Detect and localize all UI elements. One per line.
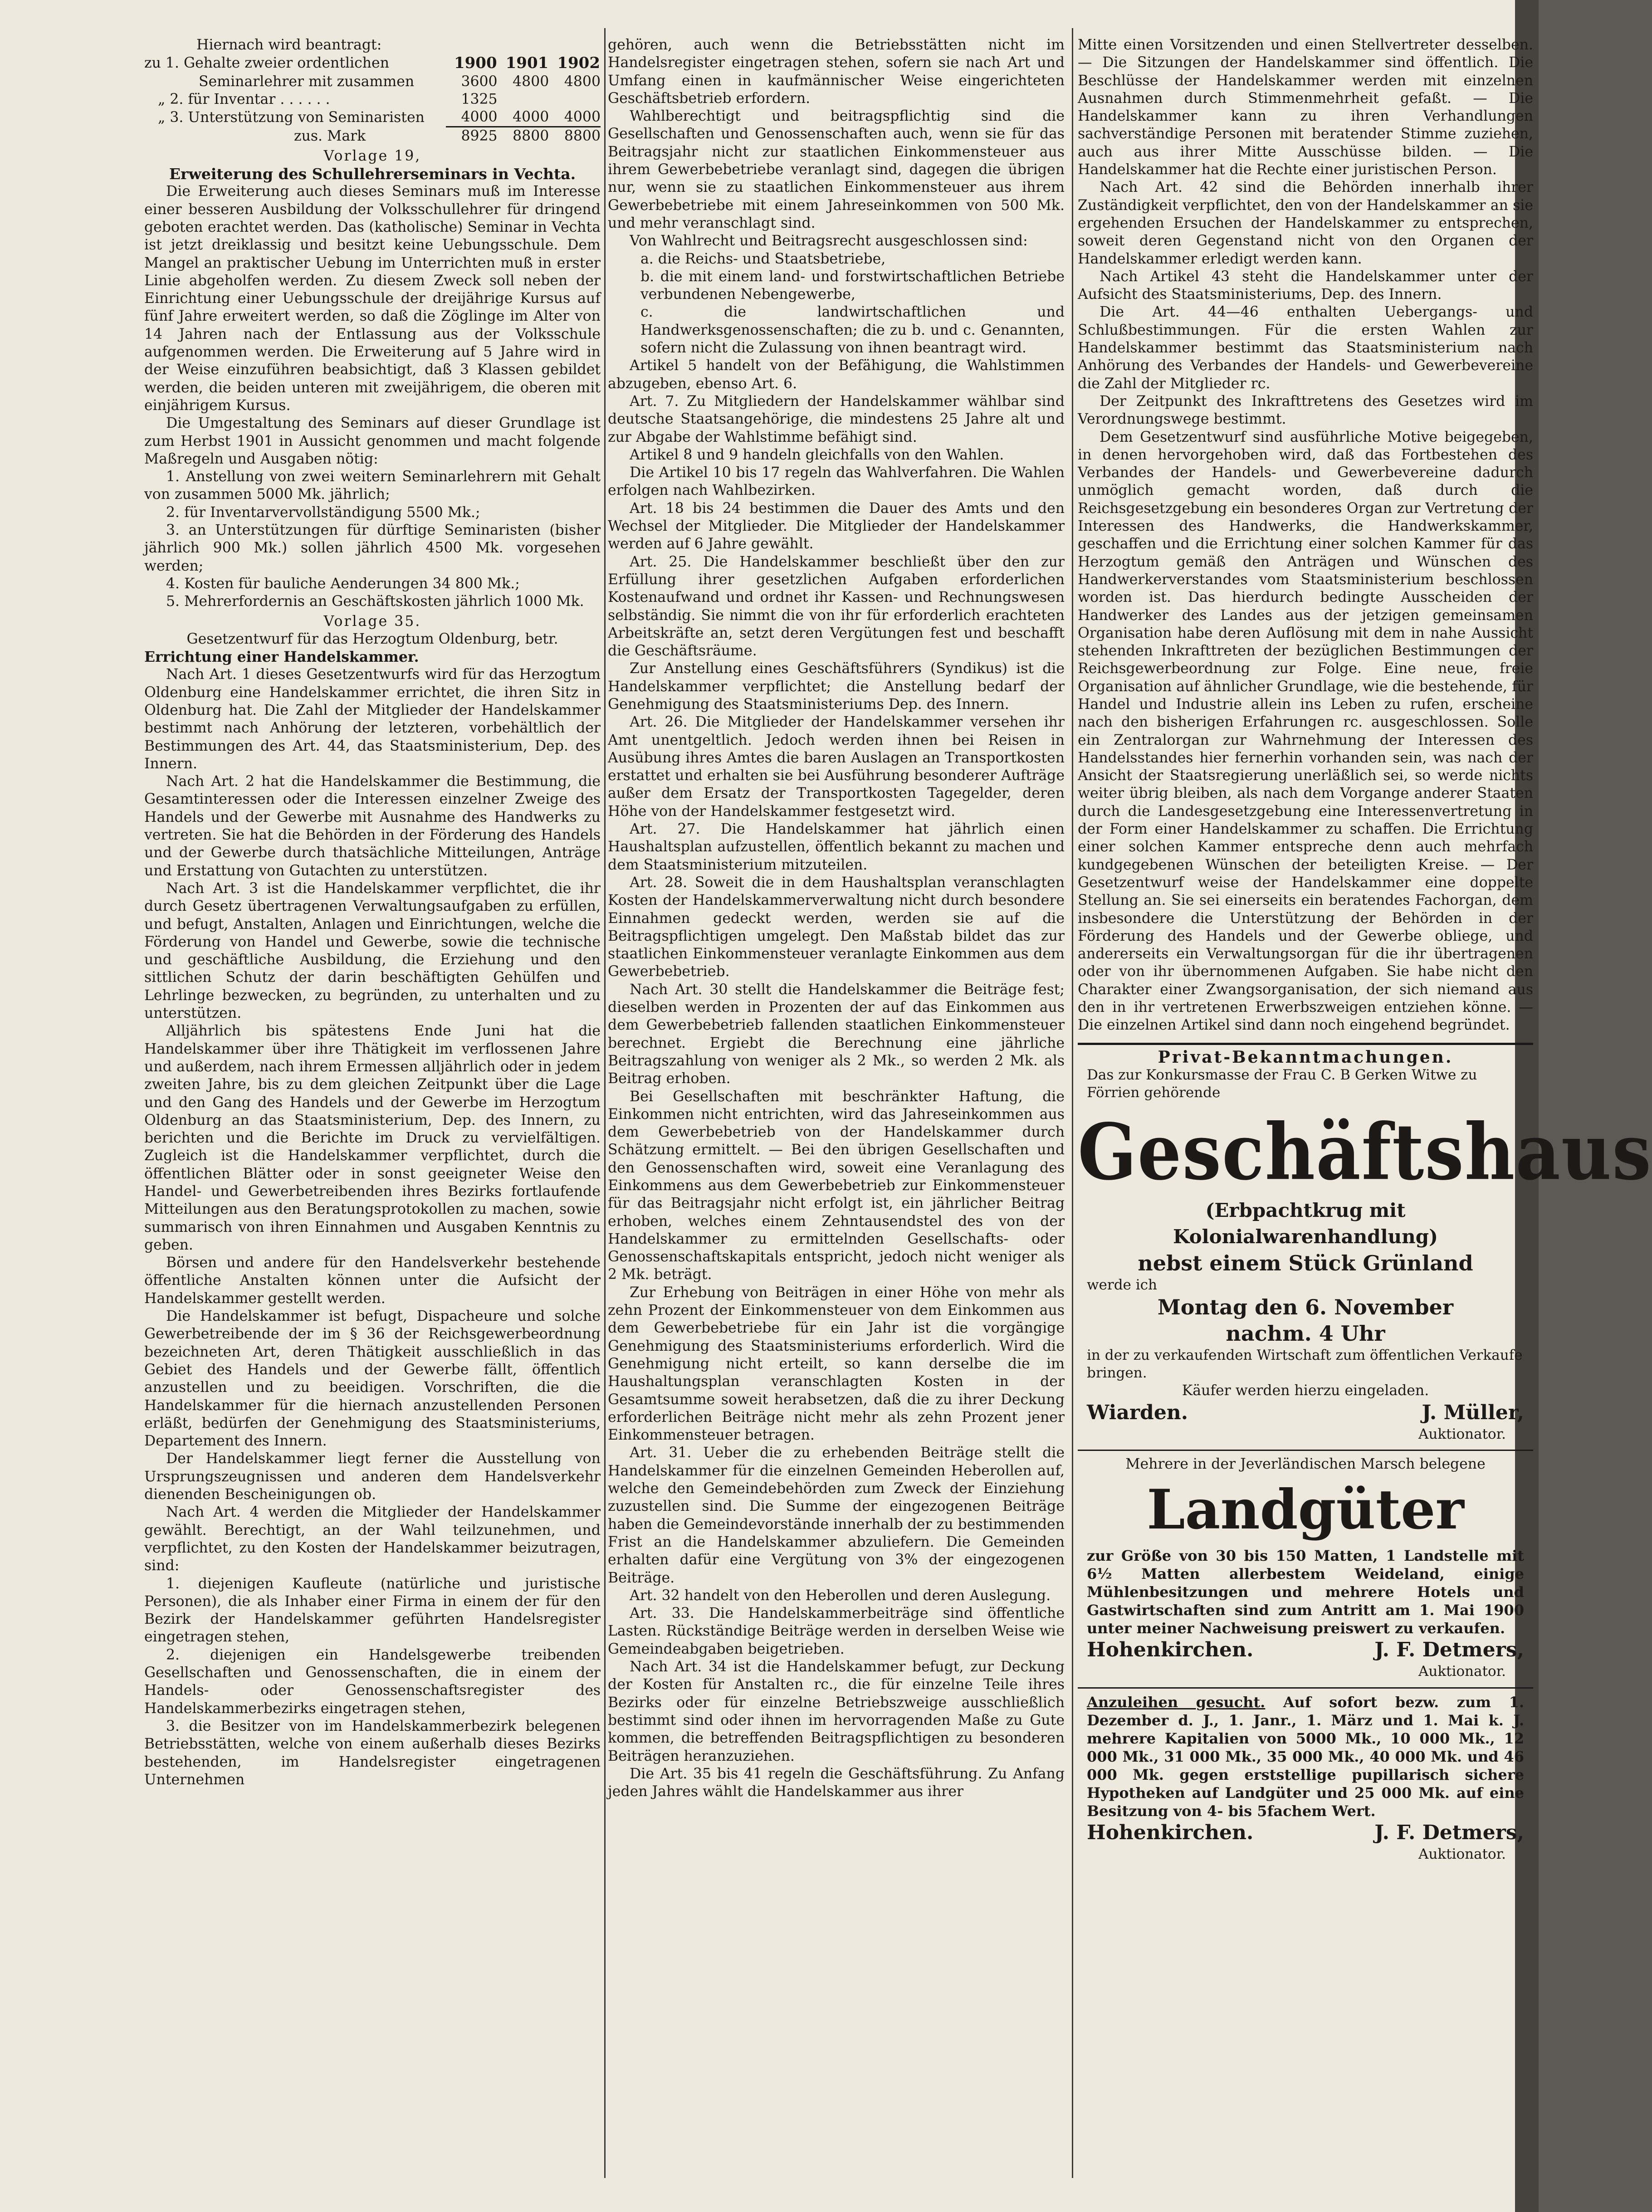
ad-landgueter	[1078, 1455, 1533, 1681]
budget-label: „ 3. Unterstützung von Seminaristen	[158, 109, 425, 126]
ad-intro: Mehrere in der Jeverländischen Marsch belegene	[1125, 1456, 1486, 1472]
paragraph: Nach Artikel 43 steht die Handelskammer unter der Aufsicht des Staatsministeriums, Dep. des Innern.	[1078, 268, 1533, 303]
budget-row	[144, 73, 601, 91]
list-item: 5. Mehrerfordernis an Geschäftskosten jährlich 1000 Mk.	[166, 593, 584, 610]
paragraph: Art. 7. Zu Mitgliedern der Handelskammer wählbar sind deutsche Staatsangehörige, die mindestens 25 Jahre alt und zur Abgabe der Wahlstimme befähigt sind.	[608, 393, 1065, 445]
ad-text	[1078, 1693, 1533, 1820]
paragraph: Nach Art. 4 werden die Mitglieder der Handelskammer gewählt. Berechtigt, an der Wahl teilzunehmen, und verpflichtet, zu den Kosten der Handelskammer beizutragen, sind:	[144, 1504, 601, 1574]
vorlage-heading: Vorlage 35.	[323, 613, 421, 630]
column-3	[1078, 36, 1652, 2168]
ad-name: J. Müller,	[1422, 1401, 1524, 1424]
ad-date: Montag den 6. November	[1157, 1294, 1454, 1319]
budget-row	[144, 91, 601, 108]
paragraph: Der Handelskammer liegt ferner die Ausstellung von Ursprungszeugnissen und anderen dem Handelsverkehr dienenden Bescheinigungen ob.	[144, 1450, 601, 1503]
ad-name: J. F. Detmers,	[1374, 1821, 1524, 1844]
paragraph: Dem Gesetzentwurf sind ausführliche Motive beigegeben, in denen hervorgehoben wird, daß das Fortbestehen des Verbandes der Handels- und Gewerbevereine dadurch unmöglich gemacht worden, daß durch die Reichsgesetzgebung ein besonderes Organ zur Vertretung der Interessen des Handwerks, die Handwerkskammer, geschaffen und die Errichtung einer solchen Kammer für das Herzogtum gemäß den Anträgen und Wünschen des Handwerkerverstandes vom Staatsministerium beschlossen worden ist. Das hierdurch bedingte Ausscheiden der Handwerker des Landes aus der jetzigen gemeinsamen Organisation habe deren Auflösung mit dem in nahe Aussicht stehenden Inkrafttreten der bezüglichen Bestimmungen der Reichsgewerbeordnung zur Folge. Eine neue, freie Organisation auf ähnlicher Grundlage, wie die bestehende, für Handel und Industrie allein ins Leben zu rufen, erscheine nach den bisherigen Erfahrungen rc. ausgeschlossen. Solle ein Zentralorgan zur Wahrnehmung der Interessen des Handelsstandes hier fernerhin vorhanden sein, was nach der Ansicht der Staatsregierung unerläßlich sei, so werde nichts weiter übrig bleiben, als nach dem Vorgange anderer Staaten durch die Landesgesetzgebung eine Interessenvertretung in der Form einer Handelskammer zu schaffen. Die Errichtung einer solchen Kammer entspreche denn auch mehrfach kundgegebenen Wünschen der beteiligten Kreise. — Der Gesetzentwurf weise der Handelskammer eine doppelte Stellung an. Sie sei einerseits ein beratendes Fachorgan, dem insbesondere die Unterstützung der Behörden in der Förderung des Handels und der Gewerbe obliege, und andererseits ein Verwaltungsorgan für die ihr übertragenen oder von ihr übernommenen Aufgaben. Sie habe nicht den Charakter einer Zwangsorganisation, der sich niemand aus den in ihr vertretenen Erwerbszweigen entziehen könne. — Die einzelnen Artikel sind dann noch eingehend begründet.	[1078, 429, 1533, 1034]
budget-sum-row	[144, 127, 601, 146]
paragraph: Die Artikel 10 bis 17 regeln das Wahlverfahren. Die Wahlen erfolgen nach Wahlbezirken.	[608, 464, 1065, 499]
paragraph: gehören, auch wenn die Betriebsstätten nicht im Handelsregister eingetragen stehen, sofern sie nach Art und Umfang einen in kaufmännischer Weise eingerichteten Geschäftsbetrieb erfordern.	[608, 37, 1065, 107]
ad-role: Auktionator.	[1418, 1663, 1506, 1680]
paragraph: Art. 18 bis 24 bestimmen die Dauer des Amts und den Wechsel der Mitglieder. Die Mitglieder der Handelskammer werden auf 6 Jahre gewählt.	[608, 500, 1065, 552]
budget-cell: 4000	[461, 109, 498, 126]
paragraph: Die Art. 35 bis 41 regeln die Geschäftsführung. Zu Anfang jeden Jahres wählt die Handelskammer aus ihrer	[608, 1765, 1065, 1800]
ad-text: zur Größe von 30 bis 150 Matten, 1 Landstelle mit 6½ Matten allerbestem Weideland, einige Mühlenbesitzungen und mehrere Hotels und Gastwirtschaften sind zum Antritt am 1. Mai 1900 unter meiner Nachweisung preiswert zu verkaufen.	[1087, 1547, 1524, 1637]
paragraph: Die Art. 44—46 enthalten Uebergangs- und Schlußbestimmungen. Für die ersten Wahlen zur Handelskammer bestimmt das Staatsministerium nach Anhörung des Verbandes der Handels- und Gewerbevereine die Zahl der Mitglieder rc.	[1078, 304, 1533, 392]
section-title: Errichtung einer Handelskammer.	[144, 649, 419, 666]
budget-cell: 4000	[513, 109, 549, 126]
budget-header-row	[144, 54, 601, 73]
ad-headline: Landgüter	[1147, 1478, 1464, 1542]
ad-role: Auktionator.	[1418, 1846, 1506, 1862]
paragraph: Nach Art. 3 ist die Handelskammer verpflichtet, die ihr durch Gesetz übertragenen Verwaltungsaufgaben zu erfüllen, und befugt, Anstalten, Anlagen und Einrichtungen, welche die Förderung von Handel und Gewerbe, sowie die technische und geschäftliche Ausbildung, die Erziehung und den sittlichen Schutz der darin beschäftigten Gehülfen und Lehrlinge bezwecken, zu begründen, zu unterhalten und zu unterstützen.	[144, 880, 601, 1022]
ad-subheadline: nebst einem Stück Grünland	[1138, 1250, 1473, 1275]
ad-place: Wiarden.	[1087, 1401, 1188, 1424]
ad-text: werde ich	[1087, 1276, 1157, 1293]
section-title: Erweiterung des Schullehrerseminars in Vechta.	[169, 165, 576, 183]
ad-title: Anzuleihen gesucht.	[1087, 1693, 1266, 1711]
budget-sum-label: zus. Mark	[294, 127, 366, 144]
list-item: 1. Anstellung von zwei weitern Seminarlehrern mit Gehalt von zusammen 5000 Mk. jährlich;	[144, 469, 601, 503]
paragraph: Zur Anstellung eines Geschäftsführers (Syndikus) ist die Handelskammer verpflichtet; die Anstellung bedarf der Genehmigung des Staatsministeriums Dep. des Innern.	[608, 660, 1065, 713]
budget-cell	[498, 91, 549, 108]
ad-intro: Das zur Konkursmasse der Frau C. B Gerken Witwe zu Förrien gehörende	[1087, 1066, 1477, 1101]
ad-role: Auktionator.	[1418, 1426, 1506, 1442]
budget-table	[144, 54, 601, 145]
budget-cell: 4800	[564, 73, 601, 90]
budget-label: zu 1. Gehalte zweier ordentlichen	[144, 55, 389, 72]
budget-sum: 8800	[498, 127, 549, 146]
paragraph: Nach Art. 42 sind die Behörden innerhalb ihrer Zuständigkeit verpflichtet, den von der Handelskammer an sie ergehenden Ersuchen der Handelskammer zu entsprechen, soweit deren Gegenstand nicht von den Organen der Handelskammer erledigt werden kann.	[1078, 179, 1533, 267]
budget-row	[144, 108, 601, 127]
list-item: 1. diejenigen Kaufleute (natürliche und juristische Personen), die als Inhaber einer Firma in einem der für den Bezirk der Handelskammer geführten Handelsregister eingetragen stehen,	[144, 1575, 601, 1646]
ad-anzuleihen	[1078, 1693, 1533, 1863]
paragraph: Art. 26. Die Mitglieder der Handelskammer versehen ihr Amt unentgeltlich. Jedoch werden ihnen bei Reisen in Ausübung ihres Amtes die baren Auslagen an Transportkosten erstattet und erhalten sie bei Ausführung besonderer Aufträge außer dem Ersatz der Transportkosten Tagegelder, deren Höhe von der Handelskammer festgesetzt wird.	[608, 714, 1065, 820]
paragraph: Art. 31. Ueber die zu erhebenden Beiträge stellt die Handelskammer für die einzelnen Gemeinden Heberollen auf, welche den Gemeindebehörden zum Zweck der Einziehung zuzustellen sind. Die Summe der eingezogenen Beiträge haben die Gemeindevorstände innerhalb der zu bestimmenden Frist an die Handelskammer abzuliefern. Die Gemeinden erhalten dafür eine Vergütung von 3% der eingezogenen Beiträge.	[608, 1445, 1065, 1586]
paragraph: Nach Art. 34 ist die Handelskammer befugt, zur Deckung der Kosten für Anstalten rc., die für einzelne Teile ihres Bezirks oder für einzelne Betriebszweige ausschließlich bestimmt sind oder ihnen im hervorragenden Maße zu Gute kommen, die betreffenden Beitragspflichtigen zu besonderen Beiträgen heranzuziehen.	[608, 1659, 1065, 1764]
paragraph: Nach Art. 2 hat die Handelskammer die Bestimmung, die Gesamtinteressen oder die Interessen einzelner Zweige des Handels und der Gewerbe mit Ausnahme des Handwerks zu vertreten. Sie hat die Behörden in der Förderung des Handels und der Gewerbe durch thatsächliche Mitteilungen, Anträge und Erstattung von Gutachten zu unterstützen.	[144, 773, 601, 879]
paragraph: Art. 27. Die Handelskammer hat jährlich einen Haushaltsplan aufzustellen, öffentlich bekannt zu machen und dem Staatsministerium mitzuteilen.	[608, 821, 1065, 873]
vorlage-heading: Vorlage 19,	[323, 147, 421, 164]
budget-year: 1902	[557, 54, 600, 73]
column-1	[144, 36, 601, 2168]
column-2	[608, 36, 1065, 2168]
budget-year: 1901	[505, 54, 549, 73]
paragraph: Mitte einen Vorsitzenden und einen Stellvertreter desselben. — Die Sitzungen der Handelskammer sind öffentlich. Die Beschlüsse der Handelskammer werden mit einzelnen Ausnahmen durch Stimmenmehrheit gefaßt. — Die Handelskammer kann zu ihren Verhandlungen sachverständige Personen mit beratender Stimme zuziehen, auch aus ihrer Mitte Ausschüsse bilden. — Die Handelskammer hat die Rechte einer juristischen Person.	[1078, 37, 1533, 178]
column-rule	[1072, 28, 1073, 2178]
paragraph: Die Handelskammer ist befugt, Dispacheure und solche Gewerbetreibende der im § 36 der Reichsgewerbeordnung bezeichneten Art, deren Thätigkeit ausschließlich in das Gebiet des Handels und der Gewerbe fällt, öffentlich anzustellen und zu beeidigen. Vorschriften, die die Handelskammer für die hiernach anzustellenden Personen erläßt, bedürfen der Genehmigung des Staatsministeriums, Departement des Innern.	[144, 1308, 601, 1450]
ad-time: nachm. 4 Uhr	[1226, 1321, 1385, 1346]
budget-year: 1900	[454, 54, 497, 73]
ad-place: Hohenkirchen.	[1087, 1821, 1254, 1844]
paragraph: Der Zeitpunkt des Inkrafttretens des Gesetzes wird im Verordnungswege bestimmt.	[1078, 393, 1533, 428]
budget-cell: 4800	[513, 73, 549, 90]
ad-headline: Geschäftshaus	[1078, 1106, 1652, 1197]
ad-signature	[1078, 1820, 1533, 1846]
paragraph: Die Erweiterung auch dieses Seminars muß im Interesse einer besseren Ausbildung der Volksschullehrer für dringend geboten erachtet werden. Das (katholische) Seminar in Vechta ist jetzt dreiklassig und besitzt keine Uebungsschule. Dem Mangel an praktischer Uebung im Unterrichten muß in erster Linie abgeholfen werden. Zu diesem Zweck soll neben der Einrichtung einer Uebungsschule der dreijährige Kursus auf fünf Jahre erweitert werden, so daß die Zöglinge im Alter von 14 Jahren nach der Entlassung aus der Volksschule aufgenommen werden. Die Erweiterung auf 5 Jahre wird in der Weise einzuführen beabsichtigt, daß 3 Klassen gebildet werden, die beiden unteren mit zweijährigem, die oberen mit einjährigem Kursus.	[144, 183, 601, 414]
paragraph: Nach Art. 30 stellt die Handelskammer die Beiträge fest; dieselben werden in Prozenten der auf das Einkommen aus dem Gewerbebetrieb fallenden staatlichen Einkommensteuer berechnet. Ergiebt die Berechnung eine jährliche Beitragszahlung von weniger als 2 Mk., so werden 2 Mk. als Beitrag erhoben.	[608, 981, 1065, 1087]
ad-signature	[1078, 1637, 1533, 1663]
list-item: b. die mit einem land- und forstwirtschaftlichen Betriebe verbundenen Nebengewerbe,	[640, 268, 1065, 303]
paragraph: Bei Gesellschaften mit beschränkter Haftung, die Einkommen nicht entrichten, wird das Jahreseinkommen aus dem Gewerbebetrieb von der Handelskammer durch Schätzung ermittelt. — Bei den übrigen Gesellschaften und den Genossenschaften wird, soweit eine Veranlagung des Einkommens aus dem Gewerbebetrieb zur Einkommensteuer für das Beitragsjahr nicht erfolgt ist, ein jährlicher Beitrag erhoben, welches einem Zehntausendstel des von der Handelskammer zu ermittelnden Gesellschafts- oder Genossenschaftskapitals entspricht, jedoch nicht weniger als 2 Mk. beträgt.	[608, 1088, 1065, 1283]
section-subtitle: Gesetzentwurf für das Herzogtum Oldenburg, betr.	[186, 630, 558, 647]
budget-cell	[549, 91, 601, 108]
ad-divider	[1078, 1687, 1533, 1689]
budget-label: Seminarlehrer mit zusammen	[199, 73, 415, 90]
paragraph: Artikel 8 und 9 handeln gleichfalls von den Wahlen.	[630, 446, 1004, 463]
ad-name: J. F. Detmers,	[1374, 1638, 1524, 1662]
ad-text: Käufer werden hierzu eingeladen.	[1182, 1382, 1429, 1399]
paragraph: Art. 25. Die Handelskammer beschließt über den zur Erfüllung ihrer gesetzlichen Aufgaben erforderlichen Kostenaufwand und ordnet ihr Kassen- und Rechnungswesen selbständig. Sie nimmt die von ihr für erforderlich erachteten Arbeitskräfte an, setzt deren Vergütungen fest und beschafft die Geschäftsräume.	[608, 553, 1065, 659]
budget-cell: 4000	[564, 109, 601, 126]
ads-header: Privat-Bekanntmachungen.	[1158, 1047, 1453, 1067]
ads-divider	[1078, 1043, 1533, 1045]
ad-subheadline: (Erbpachtkrug mit Kolonialwarenhandlung)	[1173, 1199, 1438, 1248]
list-item: a. die Reichs- und Staatsbetriebe,	[640, 250, 886, 267]
budget-cell: 1325	[461, 91, 498, 107]
paragraph: Artikel 5 handelt von der Befähigung, die Wahlstimmen abzugeben, ebenso Art. 6.	[608, 357, 1065, 392]
paragraph: Zur Erhebung von Beiträgen in einer Höhe von mehr als zehn Prozent der Einkommensteuer von dem Einkommen aus dem Gewerbebetriebe für ein Jahr ist die vorgängige Genehmigung des Staatsministeriums erforderlich. Wird die Genehmigung nicht erteilt, so kann derselbe die im Haushaltungsplan veranschlagten Kosten in der Gesamtsumme soweit herabsetzen, daß die zu ihrer Deckung erforderlichen Beiträge nicht mehr als zehn Prozent jener Einkommensteuer betragen.	[608, 1284, 1065, 1444]
column-rule	[604, 28, 606, 2178]
paragraph: Art. 32 handelt von den Heberollen und deren Auslegung.	[630, 1587, 1051, 1604]
paragraph: Die Umgestaltung des Seminars auf dieser Grundlage ist zum Herbst 1901 in Aussicht genommen und macht folgende Maßregeln und Ausgaben nötig:	[144, 415, 601, 467]
ad-place: Hohenkirchen.	[1087, 1638, 1254, 1662]
ad-signature	[1078, 1400, 1533, 1426]
budget-sum: 8925	[446, 127, 498, 146]
list-item: 3. die Besitzer von im Handelskammerbezirk belegenen Betriebsstätten, welche von einem außerhalb dieses Bezirks bestehenden, im Handelsregister eingetragenen Unternehmen	[144, 1718, 601, 1788]
paragraph: Nach Art. 1 dieses Gesetzentwurfs wird für das Herzogtum Oldenburg eine Handelskammer errichtet, die ihren Sitz in Oldenburg hat. Die Zahl der Mitglieder der Handelskammer bestimmt nach Anhörung der letzteren, vorbehältlich der Bestimmungen des Art. 44, das Staatsministerium, Dep. des Innern.	[144, 666, 601, 772]
list-item: 2. diejenigen ein Handelsgewerbe treibenden Gesellschaften und Genossenschaften, die in einem der Handels- oder Genossenschaftsregister des Handelskammerbezirks eingetragen stehen,	[144, 1646, 601, 1717]
ad-divider	[1078, 1450, 1533, 1451]
budget-cell: 3600	[461, 73, 498, 90]
budget-label: „ 2. für Inventar . . . . . .	[158, 91, 330, 107]
paragraph: Art. 28. Soweit die in dem Haushaltsplan veranschlagten Kosten der Handelskammerverwaltung nicht durch besondere Einnahmen gedeckt werden, werden sie auf die Beitragspflichtigen umgelegt. Den Maßstab bildet das zur staatlichen Einkommensteuer veranlagte Einkommen aus dem Gewerbebetrieb.	[608, 874, 1065, 980]
ad-geschaeftshaus	[1078, 1066, 1652, 1443]
ad-text: in der zu verkaufenden Wirtschaft zum öffentlichen Verkaufe bringen.	[1087, 1347, 1523, 1382]
paragraph: Von Wahlrecht und Beitragsrecht ausgeschlossen sind:	[630, 233, 1028, 249]
paragraph: Börsen und andere für den Handelsverkehr bestehende öffentliche Anstalten können unter die Aufsicht der Handelskammer gestellt werden.	[144, 1255, 601, 1307]
paragraph: Alljährlich bis spätestens Ende Juni hat die Handelskammer über ihre Thätigkeit im verflossenen Jahre und außerdem, nach ihrem Ermessen alljährlich oder in jedem zweiten Jahre, bis zu dem gleichen Zeitpunkt über die Lage und den Gang des Handels und der Gewerbe im Herzogtum Oldenburg an das Staatsministerium, Dep. des Innern, zu berichten und die Berichte im Druck zu vervielfältigen. Zugleich ist die Handelskammer verpflichtet, durch die öffentlichen Blätter oder in sonst geeigneter Weise den Handel- und Gewerbetreibenden ihres Bezirks fortlaufende Mitteilungen aus den Beratungsprotokollen zu machen, sowie summarisch von ihren Einnahmen und Ausgaben Kenntnis zu geben.	[144, 1023, 601, 1253]
list-item: 4. Kosten für bauliche Aenderungen 34 800 Mk.;	[166, 575, 520, 592]
budget-intro: Hiernach wird beantragt:	[196, 37, 382, 53]
paragraph: Wahlberechtigt und beitragspflichtig sind die Gesellschaften und Genossenschaften auch, wenn sie für das Beitragsjahr nicht zur staatlichen Einkommensteuer aus ihrem Gewerbebetriebe veranlagt sind, dagegen die übrigen nur, wenn sie zu staatlichen Einkommensteuer aus ihrem Gewerbebetriebe mit einem Jahreseinkommen von 500 Mk. und mehr veranschlagt sind.	[608, 108, 1065, 231]
list-item: 3. an Unterstützungen für dürftige Seminaristen (bisher jährlich 900 Mk.) sollen jährlich 4500 Mk. vorgesehen werden;	[144, 522, 601, 574]
budget-sum: 8800	[549, 127, 601, 146]
list-item: 2. für Inventarvervollständigung 5500 Mk.;	[166, 504, 480, 521]
list-item: c. die landwirtschaftlichen und Handwerksgenossenschaften; die zu b. und c. Genannten, sofern nicht die Zulassung von ihnen beantragt wird.	[640, 304, 1065, 356]
paragraph: Art. 33. Die Handelskammerbeiträge sind öffentliche Lasten. Rückständige Beiträge werden in derselben Weise wie Gemeindeabgaben beigetrieben.	[608, 1605, 1065, 1657]
ad-body: Auf sofort bezw. zum 1. Dezember d. J., 1. Janr., 1. März und 1. Mai k. J. mehrere Kapitalien von 5000 Mk., 10 000 Mk., 12 000 Mk., 31 000 Mk., 35 000 Mk., 40 000 Mk. und 46 000 Mk. gegen erststellige pupillarisch sichere Hypotheken auf Landgüter und 25 000 Mk. auf eine Besitzung von 4- bis 5fachem Wert.	[1087, 1693, 1525, 1820]
